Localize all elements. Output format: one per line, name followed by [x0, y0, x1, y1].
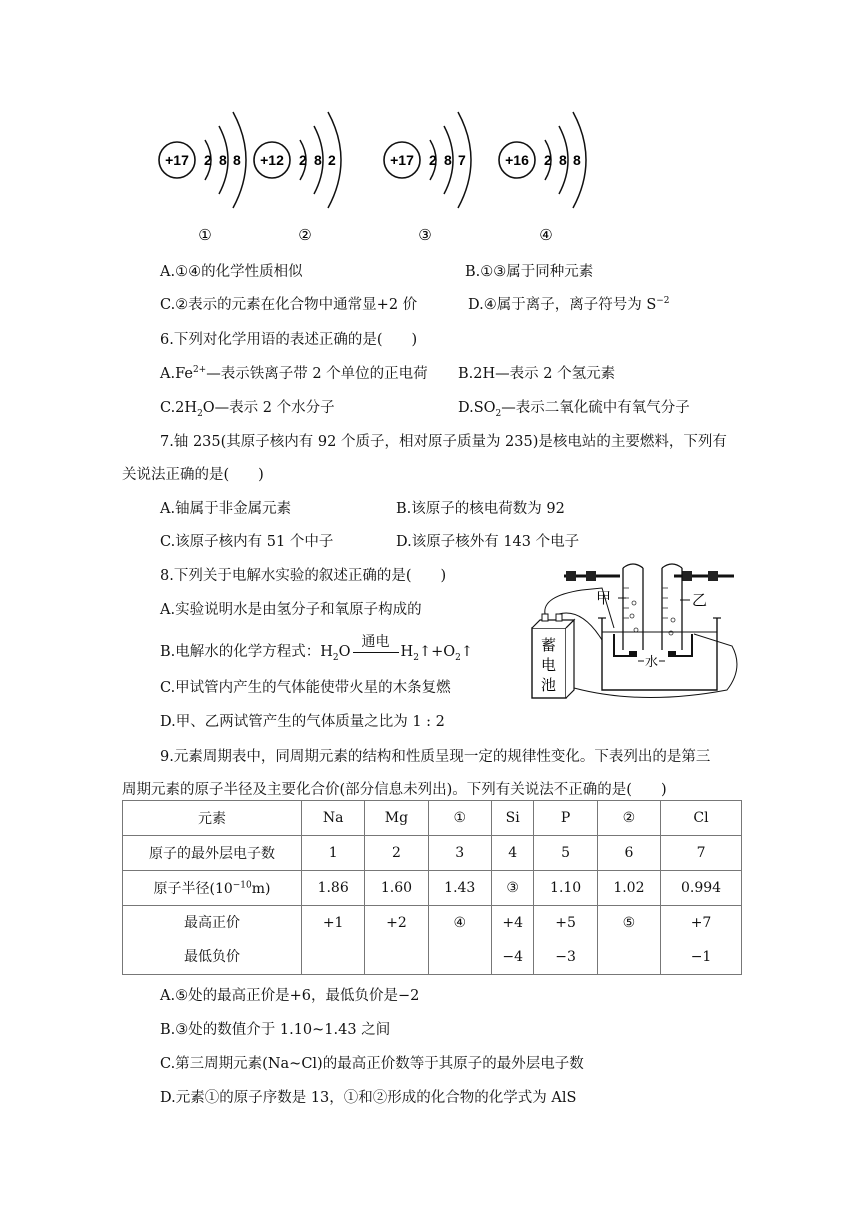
q8-option-d: D.甲、乙两试管产生的气体质量之比为 1 : 2: [160, 714, 445, 730]
atom-1-label: ①: [198, 227, 212, 244]
table-cell: +5 −3: [534, 906, 597, 975]
q6-option-b: B.2H—表示 2 个氢元素: [458, 366, 616, 382]
q8-stem: 8.下列关于电解水实验的叙述正确的是( ): [160, 568, 447, 584]
battery-label-3: 池: [541, 677, 557, 694]
table-cell: 3: [428, 836, 491, 871]
table-cell: +7 −1: [661, 906, 742, 975]
periodic-table-data: [122, 800, 742, 975]
q6-option-d: $D.SO_2—$表示二氧化硫中有氧气分子: [458, 400, 690, 419]
q7-option-d: D.该原子核外有 143 个电子: [396, 534, 580, 550]
q7-option-c: C.该原子核内有 51 个中子: [160, 534, 334, 550]
atom-1-e2: 8: [219, 152, 227, 168]
q6-option-c: $C.2H_2O—$表示 2 个水分子: [160, 400, 335, 419]
table-cell: ④: [428, 906, 491, 975]
table-cell: 5: [534, 836, 597, 871]
q8-option-b: B.电解水的化学方程式：$H_2O$ 通电 $H_2↑+O_2↑$: [160, 640, 473, 663]
atom-2-e3: 2: [328, 152, 336, 168]
water-label: 水: [645, 654, 659, 669]
table-cell: +1: [302, 906, 365, 975]
q5-option-a: A.①④的化学性质相似: [160, 264, 303, 280]
table-header-cell: Na: [302, 801, 365, 836]
reaction-condition: 通电: [361, 634, 390, 650]
table-cell: +4 −4: [491, 906, 534, 975]
q8-option-c: C.甲试管内产生的气体能使带火星的木条复燃: [160, 680, 451, 696]
table-header-cell: Si: [491, 801, 534, 836]
table-row: [123, 871, 742, 906]
table-header-cell: P: [534, 801, 597, 836]
q5-option-c: C.②表示的元素在化合物中通常显+2 价: [160, 297, 418, 313]
tube-label-right: 乙: [692, 592, 708, 609]
atom-diagrams: [140, 100, 620, 250]
atom-4-e2: 8: [559, 152, 567, 168]
atom-3-label: ③: [418, 227, 432, 244]
atom-3-e3: 7: [458, 152, 466, 168]
atom-1: [159, 112, 246, 208]
table-cell: ③: [491, 871, 534, 906]
q8-option-a: A.实验说明水是由氢分子和氧原子构成的: [160, 602, 422, 618]
table-row: [123, 836, 742, 871]
table-cell: 1.10: [534, 871, 597, 906]
table-header-cell: 元素: [123, 801, 302, 836]
table-header-cell: Cl: [661, 801, 742, 836]
atom-2-e1: 2: [299, 152, 307, 168]
atom-4: [499, 112, 586, 208]
q9-option-c: C.第三周期元素(Na~Cl)的最高正价数等于其原子的最外层电子数: [160, 1056, 584, 1072]
q7-option-a: A.铀属于非金属元素: [160, 501, 292, 517]
atom-2-nucleus: +12: [260, 152, 284, 168]
q9-option-b: B.③处的数值介于 1.10~1.43 之间: [160, 1022, 391, 1038]
q7-option-b: B.该原子的核电荷数为 92: [396, 501, 565, 517]
q7-stem-1: 7.铀 235(其原子核内有 92 个质子，相对原子质量为 235)是核电站的主要燃料，下列有: [160, 434, 727, 450]
q5-option-d: D.④属于离子，离子符号为 $S^{-2}$: [468, 296, 670, 313]
table-cell: +2: [365, 906, 428, 975]
table-header-cell: ①: [428, 801, 491, 836]
table-header-cell: Mg: [365, 801, 428, 836]
atom-2: [254, 112, 341, 208]
battery-label-1: 蓄: [541, 637, 557, 654]
table-cell: 最高正价 最低负价: [123, 906, 302, 975]
atom-4-nucleus: +16: [505, 152, 529, 168]
table-cell: 1.43: [428, 871, 491, 906]
table-cell: 4: [491, 836, 534, 871]
atom-1-nucleus: +17: [165, 152, 189, 168]
atom-4-label: ④: [539, 227, 553, 244]
q7-stem-2: 关说法正确的是( ): [122, 467, 264, 483]
table-row: [123, 906, 742, 975]
table-cell: 原子的最外层电子数: [123, 836, 302, 871]
q9-stem-1: 9.元素周期表中，同周期元素的结构和性质呈现一定的规律性变化。下表列出的是第三: [160, 749, 711, 765]
q9-option-a: A.⑤处的最高正价是+6，最低负价是−2: [160, 988, 420, 1004]
table-header-cell: ②: [597, 801, 660, 836]
q6-option-a: $A.Fe^{2+}—$表示铁离子带 2 个单位的正电荷: [160, 365, 428, 382]
table-cell: 7: [661, 836, 742, 871]
table-cell: 0.994: [661, 871, 742, 906]
table-row: [123, 801, 742, 836]
q9-option-d: D.元素①的原子序数是 13，①和②形成的化合物的化学式为 AlS: [160, 1090, 577, 1106]
table-cell: 1.86: [302, 871, 365, 906]
q9-stem-2: 周期元素的原子半径及主要化合价(部分信息未列出)。下列有关说法不正确的是( ): [122, 782, 667, 798]
atom-2-label: ②: [298, 227, 312, 244]
table-cell: 1.60: [365, 871, 428, 906]
atom-4-e3: 8: [573, 152, 581, 168]
atom-1-e3: 8: [233, 152, 241, 168]
atom-3-nucleus: +17: [390, 152, 414, 168]
q5-option-b: B.①③属于同种元素: [465, 264, 594, 280]
battery-label-2: 电: [541, 657, 557, 674]
table-cell: ⑤: [597, 906, 660, 975]
atom-2-e2: 8: [314, 152, 322, 168]
table-cell: 1: [302, 836, 365, 871]
atom-4-e1: 2: [544, 152, 552, 168]
atom-3: [384, 112, 471, 208]
atom-1-e1: 2: [204, 152, 212, 168]
atom-3-e1: 2: [429, 152, 437, 168]
tube-label-left: 甲: [596, 590, 612, 607]
table-cell: 2: [365, 836, 428, 871]
table-cell: 原子半径$(10^{-10}m)$: [123, 871, 302, 906]
atom-3-e2: 8: [444, 152, 452, 168]
q6-stem: 6.下列对化学用语的表述正确的是( ): [160, 332, 418, 348]
table-cell: 6: [597, 836, 660, 871]
table-cell: 1.02: [597, 871, 660, 906]
electrolysis-apparatus: [522, 558, 748, 706]
